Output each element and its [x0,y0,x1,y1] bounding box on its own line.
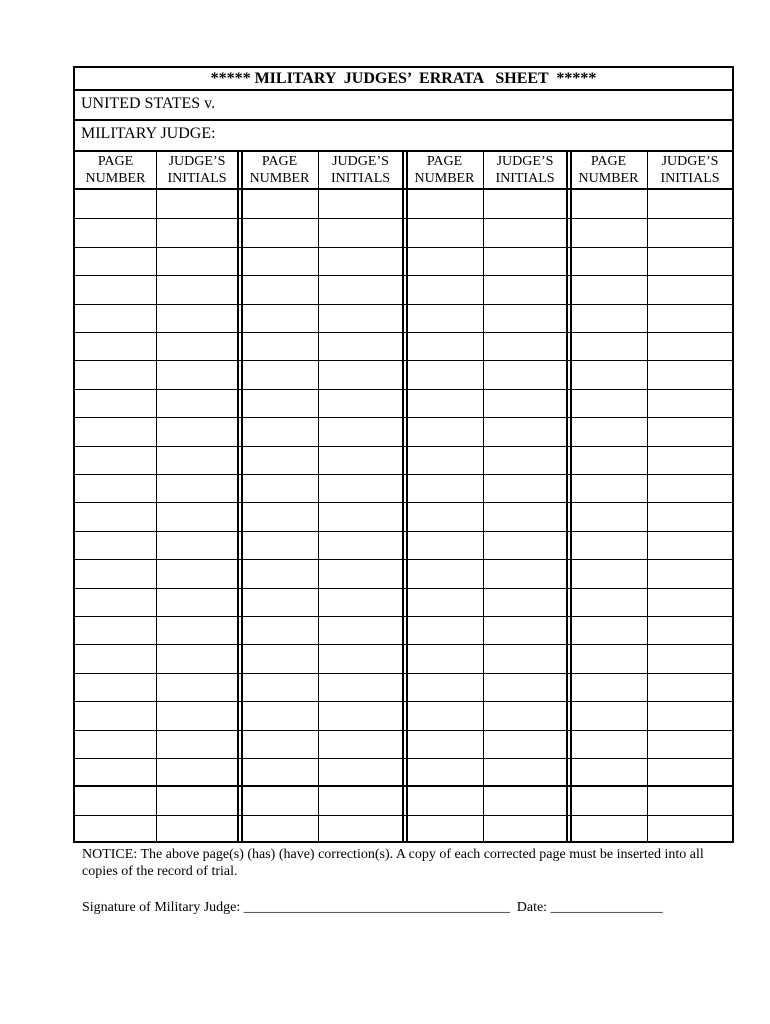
page-number-cell[interactable] [570,644,647,672]
judges-initials-cell[interactable] [319,247,402,275]
page-number-cell[interactable] [570,730,647,758]
judges-initials-cell[interactable] [157,389,237,417]
initials-header-line1: JUDGE’S [168,154,226,169]
page-number-cell[interactable] [406,474,483,502]
page-number-cell[interactable] [406,673,483,701]
page-number-cell[interactable] [406,360,483,388]
form-title [75,68,732,91]
page-number-cell[interactable] [75,360,156,388]
row-divider [75,332,732,333]
page-number-cell[interactable] [241,673,318,701]
page-header-line1: PAGE [261,154,298,169]
page-number-cell[interactable] [241,304,318,332]
judges-initials-cell[interactable] [484,730,566,758]
page-number-cell[interactable] [241,701,318,729]
judges-initials-cell[interactable] [157,701,237,729]
page-number-header [75,152,156,190]
page-number-cell[interactable] [75,474,156,502]
judges-initials-cell[interactable] [648,474,732,502]
page-number-cell[interactable] [570,616,647,644]
judges-initials-cell[interactable] [648,531,732,559]
page-number-cell[interactable] [241,644,318,672]
judges-initials-cell[interactable] [157,788,237,816]
page-number-cell[interactable] [241,389,318,417]
page-number-cell[interactable] [406,644,483,672]
page-number-cell[interactable] [570,360,647,388]
judges-initials-cell[interactable] [648,417,732,445]
page-number-cell[interactable] [75,502,156,530]
page-number-cell[interactable] [570,502,647,530]
judges-initials-cell[interactable] [319,218,402,246]
page-number-cell[interactable] [75,673,156,701]
row-divider [75,588,732,589]
judges-initials-cell[interactable] [648,190,732,218]
initials-header-line2: INITIALS [495,171,555,186]
page-number-cell[interactable] [570,332,647,360]
military-judge-label: MILITARY JUDGE: [81,125,216,142]
page-number-cell[interactable] [241,275,318,303]
page-number-cell[interactable] [241,588,318,616]
judges-initials-cell[interactable] [157,616,237,644]
judges-initials-cell[interactable] [484,616,566,644]
judges-initials-cell[interactable] [648,304,732,332]
judges-initials-cell[interactable] [319,417,402,445]
judges-initials-cell[interactable] [648,218,732,246]
page-number-cell[interactable] [570,474,647,502]
judges-initials-cell[interactable] [484,304,566,332]
judges-initials-cell[interactable] [319,788,402,816]
initials-header-line1: JUDGE’S [332,154,389,169]
page-header-line1: PAGE [426,154,463,169]
page-number-cell[interactable] [75,531,156,559]
row-divider [75,247,732,248]
judges-initials-cell[interactable] [157,332,237,360]
page-number-cell[interactable] [241,817,318,845]
page-number-cell[interactable] [406,332,483,360]
judges-initials-cell[interactable] [319,758,402,786]
page-number-header [570,152,647,190]
row-divider [75,701,732,702]
row-divider [75,275,732,276]
page-number-cell[interactable] [406,817,483,845]
page-number-cell[interactable] [75,644,156,672]
judges-initials-cell[interactable] [648,559,732,587]
page-number-cell[interactable] [570,788,647,816]
judges-initials-cell[interactable] [648,644,732,672]
page-header-line2: NUMBER [414,171,475,186]
judges-initials-cell[interactable] [319,446,402,474]
page-number-cell[interactable] [241,502,318,530]
judges-initials-cell[interactable] [157,531,237,559]
judges-initials-cell[interactable] [319,644,402,672]
initials-header-line2: INITIALS [660,171,720,186]
judges-initials-cell[interactable] [648,446,732,474]
header-divider [75,188,732,190]
page-number-cell[interactable] [406,218,483,246]
page-number-cell[interactable] [241,247,318,275]
page-number-cell[interactable] [570,758,647,786]
form-title-text: ***** MILITARY JUDGES’ ERRATA SHEET ***** [210,70,597,87]
judges-initials-cell[interactable] [319,389,402,417]
judges-initials-cell[interactable] [319,190,402,218]
page-number-cell[interactable] [406,701,483,729]
row-divider [75,815,732,816]
page-number-cell[interactable] [75,190,156,218]
page-number-cell[interactable] [241,559,318,587]
judges-initials-cell[interactable] [484,788,566,816]
row-divider [75,673,732,674]
judges-initials-cell[interactable] [319,332,402,360]
row-divider [75,502,732,503]
group-divider [570,152,572,843]
page-number-cell[interactable] [406,616,483,644]
judges-initials-cell[interactable] [484,531,566,559]
page-number-cell[interactable] [406,788,483,816]
judges-initials-cell[interactable] [648,389,732,417]
page-number-cell[interactable] [570,701,647,729]
page-number-cell[interactable] [570,218,647,246]
page-number-cell[interactable] [570,673,647,701]
page-number-cell[interactable] [406,304,483,332]
initials-header-line1: JUDGE’S [661,154,719,169]
page-header-line2: NUMBER [578,171,639,186]
page-header-line1: PAGE [97,154,134,169]
page-number-cell[interactable] [406,275,483,303]
errata-sheet-form [73,66,734,843]
page-number-cell[interactable] [406,417,483,445]
judges-initials-cell[interactable] [648,758,732,786]
page-number-cell[interactable] [570,275,647,303]
judges-initials-cell[interactable] [157,304,237,332]
judges-initials-cell[interactable] [648,701,732,729]
judges-initials-cell[interactable] [157,446,237,474]
page-number-cell[interactable] [570,588,647,616]
judges-initials-cell[interactable] [157,502,237,530]
page-number-cell[interactable] [75,616,156,644]
page-number-cell[interactable] [75,817,156,845]
judges-initials-cell[interactable] [648,673,732,701]
page-number-cell[interactable] [75,218,156,246]
row-divider [75,616,732,617]
judges-initials-cell[interactable] [648,275,732,303]
judges-initials-cell[interactable] [157,190,237,218]
page-number-cell[interactable] [406,190,483,218]
page-number-cell[interactable] [75,788,156,816]
judges-initials-cell[interactable] [484,502,566,530]
row-divider [75,758,732,759]
judges-initials-cell[interactable] [319,817,402,845]
notice-text: NOTICE: The above page(s) (has) (have) correction(s). A copy of each corrected page must be inserted into all copies of the record of trial. [82,847,704,879]
judges-initials-cell[interactable] [484,275,566,303]
group-divider [402,152,404,843]
page-number-cell[interactable] [406,588,483,616]
judges-initials-cell[interactable] [484,218,566,246]
united-states-label: UNITED STATES v. [81,95,216,112]
judges-initials-cell[interactable] [157,644,237,672]
page-number-cell[interactable] [570,304,647,332]
row-divider [75,644,732,645]
judges-initials-cell[interactable] [484,588,566,616]
page-number-cell[interactable] [570,559,647,587]
page-number-cell[interactable] [241,360,318,388]
page-number-cell[interactable] [75,275,156,303]
judges-initials-cell[interactable] [648,502,732,530]
page-number-cell[interactable] [406,446,483,474]
row-divider [75,559,732,560]
judges-initials-cell[interactable] [484,673,566,701]
group-divider [406,152,408,843]
judges-initials-cell[interactable] [157,218,237,246]
judges-initials-cell[interactable] [319,616,402,644]
page-number-cell[interactable] [406,730,483,758]
group-divider [241,152,243,843]
page-number-cell[interactable] [570,417,647,445]
judges-initials-cell[interactable] [157,275,237,303]
page-number-cell[interactable] [75,247,156,275]
page-number-cell[interactable] [570,446,647,474]
judges-initials-cell[interactable] [319,673,402,701]
page-number-cell[interactable] [241,332,318,360]
page-number-cell[interactable] [570,817,647,845]
judges-initials-cell[interactable] [319,730,402,758]
page-header-line2: NUMBER [85,171,146,186]
judges-initials-cell[interactable] [319,701,402,729]
initials-header-line2: INITIALS [167,171,227,186]
judges-initials-cell[interactable] [157,474,237,502]
page-number-cell[interactable] [75,417,156,445]
page-number-cell[interactable] [75,389,156,417]
judges-initials-cell[interactable] [157,559,237,587]
judges-initials-cell[interactable] [484,446,566,474]
judges-initials-cell[interactable] [157,247,237,275]
page-number-cell[interactable] [570,531,647,559]
page-number-cell[interactable] [75,559,156,587]
judges-initials-cell[interactable] [648,332,732,360]
judges-initials-cell[interactable] [157,360,237,388]
group-divider [566,152,568,843]
judges-initials-cell[interactable] [484,644,566,672]
judges-initials-cell[interactable] [648,817,732,845]
page-number-cell[interactable] [241,474,318,502]
section-divider [75,785,732,787]
page-number-cell[interactable] [75,332,156,360]
judges-initials-cell[interactable] [484,360,566,388]
page-number-cell[interactable] [241,531,318,559]
page-number-cell[interactable] [406,758,483,786]
judges-initials-cell[interactable] [648,588,732,616]
judges-initials-cell[interactable] [484,389,566,417]
signature-line[interactable]: Signature of Military Judge: ______________________________________ Date: ________________ [82,900,663,915]
page-number-cell[interactable] [75,730,156,758]
page-number-header [241,152,318,190]
judges-initials-cell[interactable] [648,616,732,644]
judges-initials-cell[interactable] [319,360,402,388]
page-number-cell[interactable] [570,247,647,275]
page-number-cell[interactable] [241,616,318,644]
judges-initials-cell[interactable] [648,730,732,758]
row-divider [75,304,732,305]
row-divider [75,218,732,219]
page-number-cell[interactable] [406,531,483,559]
page-number-cell[interactable] [75,588,156,616]
row-divider [75,446,732,447]
judges-initials-cell[interactable] [484,559,566,587]
page-number-cell[interactable] [241,758,318,786]
judges-initials-cell[interactable] [648,788,732,816]
judges-initials-cell[interactable] [319,502,402,530]
judges-initials-cell[interactable] [484,817,566,845]
group-divider [237,152,239,843]
judges-initials-cell[interactable] [648,360,732,388]
row-divider [75,474,732,475]
judges-initials-cell[interactable] [319,275,402,303]
page-number-cell[interactable] [75,446,156,474]
united-states-field[interactable] [75,91,732,121]
initials-header-line1: JUDGE’S [496,154,554,169]
judges-initials-cell[interactable] [319,531,402,559]
judges-initials-cell[interactable] [648,247,732,275]
page-number-cell[interactable] [241,730,318,758]
page-number-cell[interactable] [241,446,318,474]
row-divider [75,417,732,418]
judges-initials-cell[interactable] [157,758,237,786]
judges-initials-header [157,152,237,190]
page-number-cell[interactable] [406,502,483,530]
page-number-cell[interactable] [241,417,318,445]
judges-initials-header [648,152,732,190]
judges-initials-cell[interactable] [157,730,237,758]
row-divider [75,360,732,361]
page-number-cell[interactable] [406,559,483,587]
judges-initials-cell[interactable] [484,701,566,729]
military-judge-field[interactable] [75,121,732,152]
row-divider [75,389,732,390]
page-number-cell[interactable] [241,190,318,218]
judges-initials-cell[interactable] [319,304,402,332]
page-number-cell[interactable] [75,304,156,332]
page-number-cell[interactable] [75,758,156,786]
judges-initials-cell[interactable] [157,817,237,845]
judges-initials-cell[interactable] [484,474,566,502]
judges-initials-header [484,152,566,190]
page-number-cell[interactable] [241,788,318,816]
judges-initials-cell[interactable] [319,474,402,502]
page-number-header [406,152,483,190]
row-divider [75,730,732,731]
page-header-line1: PAGE [590,154,627,169]
row-divider [75,531,732,532]
judges-initials-cell[interactable] [157,417,237,445]
judges-initials-cell[interactable] [484,332,566,360]
judges-initials-cell[interactable] [484,247,566,275]
page-number-cell[interactable] [570,389,647,417]
judges-initials-header [319,152,402,190]
page-number-cell[interactable] [570,190,647,218]
initials-header-line2: INITIALS [330,171,391,186]
judges-initials-cell[interactable] [319,588,402,616]
judges-initials-cell[interactable] [484,417,566,445]
page-number-cell[interactable] [75,701,156,729]
judges-initials-cell[interactable] [319,559,402,587]
page-number-cell[interactable] [406,389,483,417]
judges-initials-cell[interactable] [157,588,237,616]
page-header-line2: NUMBER [249,171,310,186]
judges-initials-cell[interactable] [157,673,237,701]
page-number-cell[interactable] [406,247,483,275]
judges-initials-cell[interactable] [484,758,566,786]
page-number-cell[interactable] [241,218,318,246]
judges-initials-cell[interactable] [484,190,566,218]
